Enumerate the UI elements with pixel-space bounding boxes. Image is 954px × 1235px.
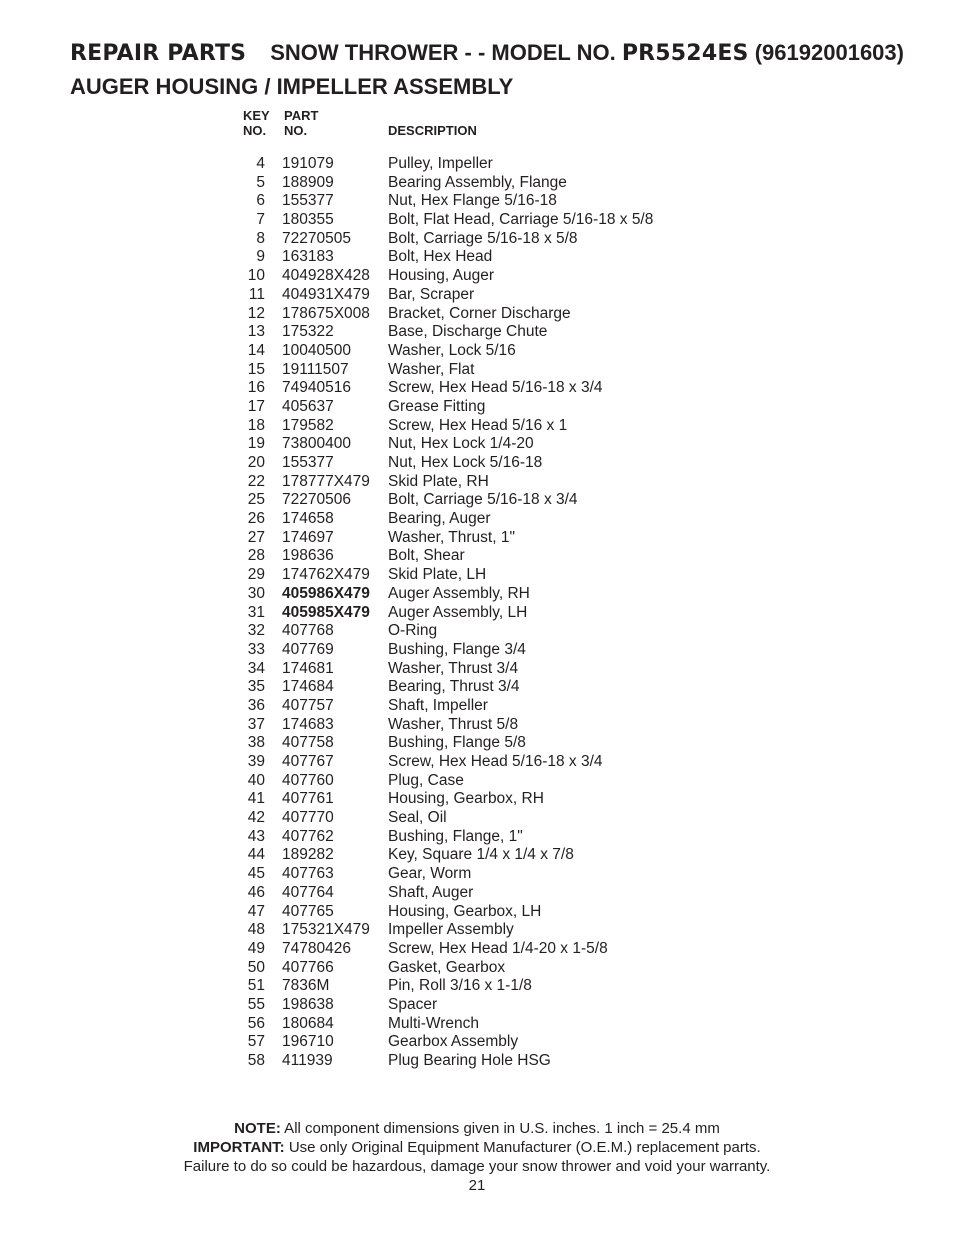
key-number: 18 — [247, 416, 265, 434]
model-number: PR5524ES — [621, 41, 749, 66]
key-number: 33 — [247, 640, 265, 658]
key-number: 45 — [247, 865, 265, 883]
part-description: Washer, Flat — [388, 360, 475, 378]
table-row — [243, 230, 843, 249]
table-row — [243, 417, 843, 436]
page-number: 21 — [468, 1177, 486, 1194]
table-row — [243, 342, 843, 361]
table-row — [243, 491, 843, 510]
part-number: 74780426 — [282, 939, 351, 957]
part-number: 407761 — [282, 790, 334, 808]
page-header — [70, 36, 930, 104]
part-number: 180355 — [282, 211, 334, 229]
part-description: Base, Discharge Chute — [388, 323, 548, 341]
part-description: Seal, Oil — [388, 809, 447, 827]
table-row — [243, 697, 843, 716]
table-row — [243, 510, 843, 529]
part-number: 188909 — [282, 173, 334, 191]
table-row — [243, 1033, 843, 1052]
table-row — [243, 641, 843, 660]
table-row — [243, 1015, 843, 1034]
part-number: 180684 — [282, 1014, 334, 1032]
key-number: 41 — [247, 790, 265, 808]
part-number: 407757 — [282, 696, 334, 714]
key-number: 48 — [247, 921, 265, 939]
table-row — [243, 174, 843, 193]
table-row — [243, 529, 843, 548]
part-description: Gearbox Assembly — [388, 1033, 519, 1051]
key-number: 42 — [247, 809, 265, 827]
table-row — [243, 361, 843, 380]
part-description: Washer, Lock 5/16 — [388, 341, 516, 359]
note-label: NOTE: — [234, 1120, 281, 1137]
part-number: 405985X479 — [282, 603, 370, 621]
table-row — [243, 454, 843, 473]
part-number: 155377 — [282, 192, 334, 210]
part-number: 407769 — [282, 640, 334, 658]
part-number: 178777X479 — [282, 472, 370, 490]
table-row — [243, 734, 843, 753]
part-description: Nut, Hex Lock 1/4-20 — [388, 435, 534, 453]
key-number: 34 — [247, 659, 265, 677]
part-description: Impeller Assembly — [388, 921, 514, 939]
part-description: Grease Fitting — [388, 397, 486, 415]
table-row — [243, 678, 843, 697]
key-number: 14 — [247, 341, 265, 359]
part-number: 155377 — [282, 454, 334, 471]
key-number: 40 — [247, 771, 265, 789]
table-row — [243, 155, 843, 174]
key-number: 20 — [247, 454, 265, 471]
part-description: Washer, Thrust, 1" — [388, 528, 515, 546]
key-number: 4 — [256, 155, 265, 172]
part-number: 405986X479 — [282, 584, 370, 602]
note-line — [0, 1119, 954, 1138]
key-number: 39 — [247, 753, 265, 770]
part-description: Washer, Thrust 3/4 — [388, 659, 519, 677]
part-number: 191079 — [282, 155, 334, 172]
key-number: 13 — [247, 323, 265, 341]
table-row — [243, 753, 843, 772]
key-number: 51 — [247, 977, 265, 995]
part-description: Bearing, Thrust 3/4 — [388, 678, 520, 696]
part-description: Bracket, Corner Discharge — [388, 304, 571, 322]
part-number: 73800400 — [282, 435, 351, 453]
part-description: Housing, Auger — [388, 267, 494, 285]
part-number: 407767 — [282, 753, 334, 770]
part-description: Housing, Gearbox, RH — [388, 790, 544, 808]
part-description: Bolt, Shear — [388, 547, 465, 565]
part-description: Bolt, Carriage 5/16-18 x 3/4 — [388, 491, 578, 509]
important-label: IMPORTANT: — [193, 1139, 285, 1156]
key-number: 56 — [247, 1014, 265, 1032]
part-description: Plug, Case — [388, 771, 464, 789]
part-number: 407758 — [282, 734, 334, 752]
key-number: 15 — [247, 360, 265, 378]
table-row — [243, 547, 843, 566]
table-row — [243, 940, 843, 959]
table-row — [243, 977, 843, 996]
part-description: Bushing, Flange 3/4 — [388, 640, 526, 658]
key-number: 30 — [247, 584, 265, 602]
part-number: 407760 — [282, 771, 334, 789]
important-line — [0, 1138, 954, 1157]
table-row — [243, 959, 843, 978]
table-row — [243, 790, 843, 809]
warning-text: Failure to do so could be hazardous, damage your snow thrower and void your warranty. — [183, 1158, 771, 1175]
part-description: Multi-Wrench — [388, 1014, 480, 1032]
table-row — [243, 267, 843, 286]
key-number: 9 — [256, 248, 265, 266]
part-description: Bearing, Auger — [388, 510, 491, 528]
part-description: Bar, Scraper — [388, 285, 475, 303]
part-number: 405637 — [282, 397, 334, 415]
table-row — [243, 398, 843, 417]
key-number: 12 — [247, 304, 265, 322]
product-title: SNOW THROWER - - MODEL NO. — [270, 40, 616, 65]
part-header-line2: NO. — [284, 123, 308, 138]
part-number: 72270505 — [282, 229, 351, 247]
repair-parts-title: REPAIR PARTS — [70, 41, 247, 66]
table-row — [243, 921, 843, 940]
table-row — [243, 622, 843, 641]
key-header-line1: KEY — [243, 108, 270, 123]
part-header-line1: PART — [284, 108, 319, 123]
key-number: 50 — [247, 958, 265, 976]
key-number: 19 — [247, 435, 265, 453]
part-number: 198638 — [282, 995, 334, 1013]
part-description: Auger Assembly, LH — [388, 603, 528, 621]
key-number: 35 — [247, 678, 265, 696]
key-number: 44 — [247, 846, 265, 864]
table-row — [243, 435, 843, 454]
key-number: 55 — [247, 995, 265, 1013]
part-description: Gasket, Gearbox — [388, 958, 506, 976]
note-text: All component dimensions given in U.S. inches. 1 inch = 25.4 mm — [280, 1120, 720, 1137]
part-number: 174697 — [282, 528, 334, 546]
important-text: Use only Original Equipment Manufacturer (O.E.M.) replacement parts. — [284, 1139, 761, 1156]
key-number: 25 — [247, 491, 265, 509]
table-row — [243, 604, 843, 623]
part-description: Plug Bearing Hole HSG — [388, 1052, 551, 1069]
title-line — [70, 36, 930, 70]
key-number: 31 — [247, 603, 265, 621]
key-number: 26 — [247, 510, 265, 528]
table-row — [243, 716, 843, 735]
key-number: 8 — [256, 229, 265, 247]
part-description: Pin, Roll 3/16 x 1-1/8 — [388, 977, 532, 995]
table-row — [243, 996, 843, 1015]
part-number: 404928X428 — [282, 267, 370, 285]
part-number: 72270506 — [282, 491, 351, 509]
table-row — [243, 323, 843, 342]
part-number: 189282 — [282, 846, 334, 864]
key-number: 11 — [248, 285, 265, 303]
part-number: 174684 — [282, 678, 334, 696]
part-description: Bolt, Carriage 5/16-18 x 5/8 — [388, 229, 578, 247]
part-number: 407762 — [282, 827, 334, 845]
table-row — [243, 248, 843, 267]
part-number: 198636 — [282, 547, 334, 565]
part-description: Gear, Worm — [388, 865, 472, 883]
table-row — [243, 828, 843, 847]
part-number: 174762X479 — [282, 566, 370, 584]
key-number: 29 — [247, 566, 265, 584]
part-number: 7836M — [282, 977, 330, 995]
part-number: 407765 — [282, 902, 334, 920]
table-row — [243, 903, 843, 922]
key-number: 22 — [247, 472, 265, 490]
part-number: 178675X008 — [282, 304, 370, 322]
key-number: 46 — [247, 883, 265, 901]
part-description: Auger Assembly, RH — [388, 584, 530, 602]
table-row — [243, 305, 843, 324]
part-description: Shaft, Impeller — [388, 696, 488, 714]
part-number: 175321X479 — [282, 921, 370, 939]
key-number: 47 — [247, 902, 265, 920]
part-number: 407770 — [282, 809, 334, 827]
part-number: 19111507 — [282, 360, 349, 378]
table-row — [243, 772, 843, 791]
key-number: 7 — [256, 211, 265, 229]
part-description: Bearing Assembly, Flange — [388, 173, 567, 191]
part-description: Screw, Hex Head 5/16 x 1 — [388, 416, 568, 434]
key-header-line2: NO. — [243, 123, 267, 138]
table-row — [243, 379, 843, 398]
key-number: 43 — [247, 827, 265, 845]
part-number: 175322 — [282, 323, 334, 341]
part-number: 179582 — [282, 416, 334, 434]
part-number: 10040500 — [282, 341, 351, 359]
part-no-header — [284, 108, 318, 138]
table-row — [243, 846, 843, 865]
part-number: 404931X479 — [282, 285, 370, 303]
table-row — [243, 585, 843, 604]
part-number: 407763 — [282, 865, 334, 883]
part-description: Screw, Hex Head 1/4-20 x 1-5/8 — [388, 939, 608, 957]
part-description: Bolt, Flat Head, Carriage 5/16-18 x 5/8 — [388, 211, 654, 229]
notes-block — [0, 1119, 954, 1176]
part-number: 407766 — [282, 958, 334, 976]
key-no-header — [243, 108, 270, 138]
table-row — [243, 566, 843, 585]
part-number: 407764 — [282, 883, 334, 901]
part-description: Screw, Hex Head 5/16-18 x 3/4 — [388, 379, 603, 397]
table-row — [243, 1052, 843, 1071]
table-row — [243, 473, 843, 492]
part-number: 174681 — [282, 659, 334, 677]
table-row — [243, 211, 843, 230]
table-row — [243, 192, 843, 211]
part-number: 411939 — [282, 1052, 333, 1069]
part-description: Screw, Hex Head 5/16-18 x 3/4 — [388, 753, 603, 770]
part-description: Shaft, Auger — [388, 883, 474, 901]
model-code: (96192001603) — [754, 40, 904, 65]
key-number: 36 — [247, 696, 265, 714]
key-number: 10 — [247, 267, 265, 285]
part-number: 174658 — [282, 510, 334, 528]
part-number: 196710 — [282, 1033, 334, 1051]
key-number: 38 — [247, 734, 265, 752]
part-number: 163183 — [282, 248, 334, 266]
key-number: 58 — [247, 1052, 265, 1069]
key-number: 28 — [247, 547, 265, 565]
parts-list — [243, 155, 843, 1071]
table-row — [243, 865, 843, 884]
part-description: Bushing, Flange, 1" — [388, 827, 523, 845]
part-description: Skid Plate, LH — [388, 566, 487, 584]
table-row — [243, 809, 843, 828]
key-number: 32 — [247, 622, 265, 640]
key-number: 6 — [256, 192, 265, 210]
table-row — [243, 286, 843, 305]
part-number: 174683 — [282, 715, 334, 733]
key-number: 37 — [247, 715, 265, 733]
part-description: Washer, Thrust 5/8 — [388, 715, 519, 733]
table-row — [243, 884, 843, 903]
assembly-title: AUGER HOUSING / IMPELLER ASSEMBLY — [70, 74, 514, 99]
part-number: 74940516 — [282, 379, 351, 397]
key-number: 57 — [247, 1033, 265, 1051]
key-number: 49 — [247, 939, 265, 957]
part-description: Bushing, Flange 5/8 — [388, 734, 526, 752]
key-number: 5 — [256, 173, 265, 191]
part-description: Spacer — [388, 995, 438, 1013]
part-description: Skid Plate, RH — [388, 472, 489, 490]
part-number: 407768 — [282, 622, 334, 640]
part-description: Pulley, Impeller — [388, 155, 493, 172]
part-description: Nut, Hex Lock 5/16-18 — [388, 454, 543, 471]
key-number: 27 — [247, 528, 265, 546]
description-header: DESCRIPTION — [388, 123, 477, 138]
part-description: Key, Square 1/4 x 1/4 x 7/8 — [388, 846, 574, 864]
part-description: Nut, Hex Flange 5/16-18 — [388, 192, 557, 210]
table-row — [243, 660, 843, 679]
part-description: Housing, Gearbox, LH — [388, 902, 542, 920]
part-description: O-Ring — [388, 622, 438, 640]
key-number: 16 — [247, 379, 265, 397]
key-number: 17 — [247, 397, 265, 415]
part-description: Bolt, Hex Head — [388, 248, 493, 266]
